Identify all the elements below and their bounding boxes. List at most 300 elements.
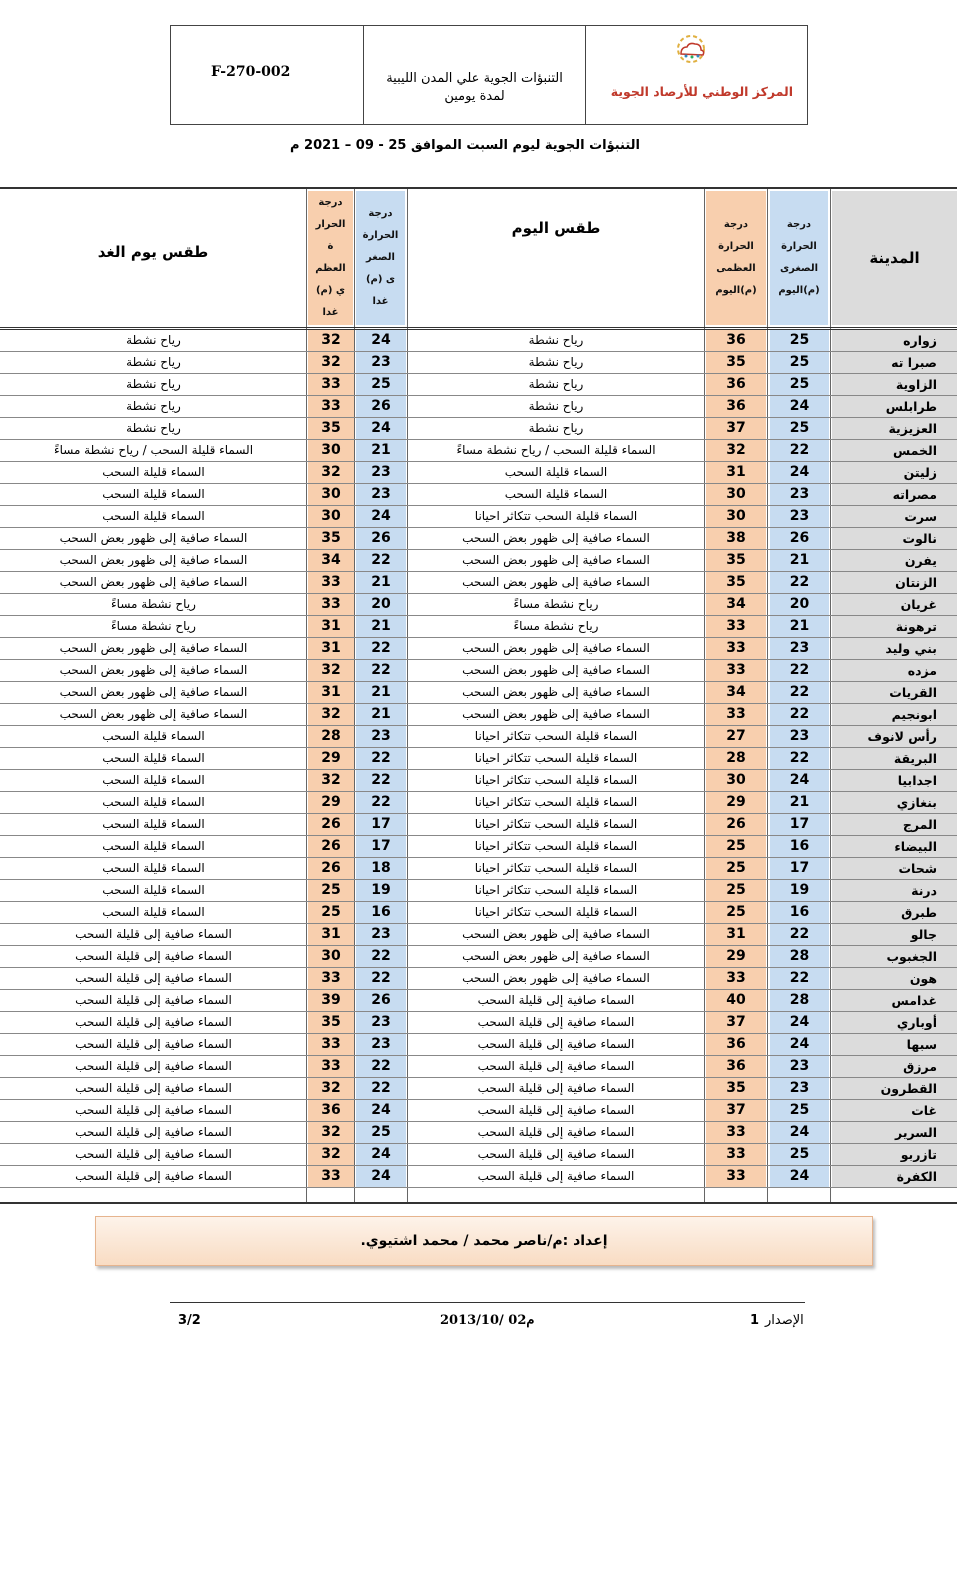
weather-today: رياح نشطة — [528, 421, 584, 435]
min-temp-tomorrow: 22 — [356, 748, 406, 769]
weather-today: السماء قليلة السحب تتكاثر احيانا — [474, 751, 638, 765]
weather-today: السماء صافية إلى قليلة السحب — [477, 993, 635, 1007]
max-temp-tomorrow: 33 — [308, 1034, 354, 1055]
min-temp-today: 28 — [770, 946, 829, 967]
table-row — [0, 506, 957, 528]
city-name: الخمس — [832, 440, 957, 461]
min-temp-tomorrow: 26 — [356, 990, 406, 1011]
table-row — [0, 858, 957, 880]
max-temp-tomorrow: 33 — [308, 572, 354, 593]
min-temp-today: 26 — [770, 528, 829, 549]
min-temp-today: 23 — [770, 726, 829, 747]
max-temp-today: 33 — [706, 1166, 766, 1187]
city-name: غات — [832, 1100, 957, 1121]
org-name: المركز الوطني للأرصاد الجوية — [610, 84, 793, 99]
max-temp-today: 35 — [706, 572, 766, 593]
max-temp-today: 30 — [706, 484, 766, 505]
min-temp-today: 22 — [770, 748, 829, 769]
city-name: جالو — [832, 924, 957, 945]
city-name: غريان — [832, 594, 957, 615]
table-row — [0, 1100, 957, 1122]
weather-tomorrow: السماء صافية إلى قليلة السحب — [75, 949, 232, 963]
min-temp-today: 22 — [770, 924, 829, 945]
weather-tomorrow: السماء صافية إلى قليلة السحب — [75, 1125, 232, 1139]
city-name: القريات — [832, 682, 957, 703]
cloud-logo-icon — [671, 34, 711, 64]
weather-tomorrow: السماء صافية إلى ظهور بعض السحب — [59, 641, 248, 655]
min-temp-today: 22 — [770, 440, 829, 461]
footer-version-label: الإصدار — [765, 1313, 804, 1328]
min-temp-tomorrow: 23 — [356, 924, 406, 945]
weather-today: السماء صافية إلى قليلة السحب — [477, 1037, 635, 1051]
weather-today: السماء قليلة السحب تتكاثر احيانا — [474, 905, 638, 919]
city-name: الجغبوب — [832, 946, 957, 967]
table-row — [0, 1144, 957, 1166]
max-temp-tomorrow: 35 — [308, 418, 354, 439]
min-temp-tomorrow: 22 — [356, 770, 406, 791]
city-name: ابونجيم — [832, 704, 957, 725]
max-temp-tomorrow: 25 — [308, 902, 354, 923]
max-temp-tomorrow: 32 — [308, 1078, 354, 1099]
max-temp-tomorrow: 31 — [308, 924, 354, 945]
table-row — [0, 572, 957, 594]
weather-today: السماء صافية إلى قليلة السحب — [477, 1015, 635, 1029]
city-name: الزاوية — [832, 374, 957, 395]
max-temp-today: 33 — [706, 1122, 766, 1143]
max-temp-tomorrow: 25 — [308, 880, 354, 901]
table-row — [0, 528, 957, 550]
min-temp-today: 22 — [770, 704, 829, 725]
city-name: رأس لانوف — [832, 726, 957, 747]
table-row — [0, 792, 957, 814]
weather-tomorrow: السماء صافية إلى قليلة السحب — [75, 993, 232, 1007]
weather-today: السماء صافية إلى ظهور بعض السحب — [462, 707, 650, 721]
prepared-by: إعداد :م/ناصر محمد / محمد اشتيوي. — [95, 1216, 873, 1266]
weather-tomorrow: رياح نشطة — [126, 355, 181, 369]
max-temp-today: 34 — [706, 594, 766, 615]
weather-today: السماء صافية إلى قليلة السحب — [477, 1081, 635, 1095]
min-temp-tomorrow: 24 — [356, 1144, 406, 1165]
city-name: البيضاء — [832, 836, 957, 857]
min-temp-tomorrow: 17 — [356, 814, 406, 835]
max-temp-tomorrow: 26 — [308, 858, 354, 879]
city-name: العزيزية — [832, 418, 957, 439]
city-name: أوباري — [832, 1012, 957, 1033]
max-temp-today: 25 — [706, 858, 766, 879]
table-row — [0, 1056, 957, 1078]
table-row — [0, 814, 957, 836]
min-temp-today: 25 — [770, 330, 829, 351]
city-name: مزده — [832, 660, 957, 681]
min-temp-today: 24 — [770, 462, 829, 483]
city-name: زواره — [832, 330, 957, 351]
city-name: يفرن — [832, 550, 957, 571]
max-temp-today: 32 — [706, 440, 766, 461]
max-temp-tomorrow: 33 — [308, 968, 354, 989]
min-temp-today: 24 — [770, 396, 829, 417]
min-temp-tomorrow: 23 — [356, 352, 406, 373]
weather-today: رياح نشطة — [528, 355, 584, 369]
max-temp-today: 37 — [706, 1100, 766, 1121]
weather-tomorrow: السماء صافية إلى قليلة السحب — [75, 1169, 232, 1183]
min-temp-today: 25 — [770, 374, 829, 395]
weather-tomorrow: السماء قليلة السحب — [102, 883, 205, 897]
max-temp-today: 36 — [706, 374, 766, 395]
weather-today: السماء صافية إلى ظهور بعض السحب — [462, 531, 650, 545]
table-row — [0, 1012, 957, 1034]
max-temp-tomorrow: 30 — [308, 484, 354, 505]
weather-tomorrow: السماء قليلة السحب / رياح نشطة مساءً — [53, 443, 254, 457]
max-temp-today: 31 — [706, 924, 766, 945]
max-temp-tomorrow: 32 — [308, 1122, 354, 1143]
min-temp-tomorrow: 23 — [356, 726, 406, 747]
max-temp-tomorrow: 32 — [308, 352, 354, 373]
weather-today: السماء صافية إلى ظهور بعض السحب — [462, 575, 650, 589]
table-row — [0, 1034, 957, 1056]
min-temp-tomorrow: 19 — [356, 880, 406, 901]
header-max-today: درجة الحرارة العظمى (م)اليوم — [706, 191, 766, 325]
min-temp-today: 24 — [770, 1122, 829, 1143]
weather-today: السماء قليلة السحب تتكاثر احيانا — [474, 861, 638, 875]
weather-tomorrow: السماء صافية إلى قليلة السحب — [75, 1081, 232, 1095]
table-row — [0, 880, 957, 902]
weather-today: رياح نشطة — [528, 399, 584, 413]
weather-tomorrow: السماء صافية إلى ظهور بعض السحب — [59, 553, 248, 567]
min-temp-today: 28 — [770, 990, 829, 1011]
table-row — [0, 616, 957, 638]
weather-tomorrow: رياح نشطة — [126, 421, 181, 435]
min-temp-today: 24 — [770, 1166, 829, 1187]
max-temp-tomorrow: 34 — [308, 550, 354, 571]
max-temp-tomorrow: 35 — [308, 1012, 354, 1033]
header-min-tomorrow: درجة الحرارة الصغر ى (م) غدا — [356, 191, 405, 325]
min-temp-tomorrow: 21 — [356, 572, 406, 593]
min-temp-today: 16 — [770, 836, 829, 857]
max-temp-today: 34 — [706, 682, 766, 703]
weather-tomorrow: السماء قليلة السحب — [102, 751, 205, 765]
weather-tomorrow: رياح نشطة مساءً — [111, 619, 196, 633]
min-temp-tomorrow: 22 — [356, 1078, 406, 1099]
weather-today: السماء صافية إلى قليلة السحب — [477, 1125, 635, 1139]
max-temp-tomorrow: 33 — [308, 396, 354, 417]
max-temp-today: 30 — [706, 506, 766, 527]
table-row — [0, 902, 957, 924]
weather-today: السماء قليلة السحب تتكاثر احيانا — [474, 509, 638, 523]
min-temp-tomorrow: 23 — [356, 1012, 406, 1033]
max-temp-today: 30 — [706, 770, 766, 791]
city-name: نالوت — [832, 528, 957, 549]
max-temp-tomorrow: 29 — [308, 792, 354, 813]
table-row — [0, 968, 957, 990]
min-temp-today: 23 — [770, 638, 829, 659]
city-name: البريقة — [832, 748, 957, 769]
max-temp-today: 33 — [706, 704, 766, 725]
weather-tomorrow: السماء قليلة السحب — [102, 729, 205, 743]
weather-today: السماء صافية إلى ظهور بعض السحب — [462, 949, 650, 963]
min-temp-tomorrow: 24 — [356, 506, 406, 527]
max-temp-today: 37 — [706, 1012, 766, 1033]
weather-today: السماء صافية إلى ظهور بعض السحب — [462, 927, 650, 941]
city-name: مرزق — [832, 1056, 957, 1077]
max-temp-today: 36 — [706, 330, 766, 351]
min-temp-tomorrow: 21 — [356, 704, 406, 725]
weather-tomorrow: السماء صافية إلى قليلة السحب — [75, 927, 232, 941]
max-temp-tomorrow: 28 — [308, 726, 354, 747]
table-row — [0, 440, 957, 462]
weather-today: السماء قليلة السحب تتكاثر احيانا — [474, 795, 638, 809]
min-temp-today: 22 — [770, 968, 829, 989]
min-temp-tomorrow: 24 — [356, 330, 406, 351]
max-temp-tomorrow: 35 — [308, 528, 354, 549]
min-temp-today: 24 — [770, 770, 829, 791]
table-row — [0, 726, 957, 748]
max-temp-tomorrow: 32 — [308, 1144, 354, 1165]
weather-tomorrow: السماء صافية إلى قليلة السحب — [75, 1015, 232, 1029]
weather-tomorrow: السماء قليلة السحب — [102, 465, 205, 479]
max-temp-tomorrow: 31 — [308, 638, 354, 659]
city-name: طرابلس — [832, 396, 957, 417]
weather-tomorrow: السماء صافية إلى ظهور بعض السحب — [59, 575, 248, 589]
city-name: صبرا ته — [832, 352, 957, 373]
min-temp-today: 25 — [770, 352, 829, 373]
max-temp-tomorrow: 26 — [308, 814, 354, 835]
max-temp-today: 25 — [706, 902, 766, 923]
max-temp-today: 35 — [706, 1078, 766, 1099]
table-row — [0, 418, 957, 440]
min-temp-tomorrow: 25 — [356, 1122, 406, 1143]
doc-code: F-270-002 — [211, 64, 291, 80]
min-temp-today: 24 — [770, 1034, 829, 1055]
table-row — [0, 682, 957, 704]
max-temp-tomorrow: 36 — [308, 1100, 354, 1121]
table-row — [0, 836, 957, 858]
max-temp-today: 33 — [706, 660, 766, 681]
weather-tomorrow: السماء صافية إلى ظهور بعض السحب — [59, 531, 248, 545]
max-temp-tomorrow: 32 — [308, 770, 354, 791]
weather-today: السماء صافية إلى ظهور بعض السحب — [462, 553, 650, 567]
weather-today: السماء صافية إلى ظهور بعض السحب — [462, 641, 650, 655]
min-temp-today: 25 — [770, 418, 829, 439]
city-name: الكفرة — [832, 1166, 957, 1187]
min-temp-tomorrow: 22 — [356, 638, 406, 659]
city-name: السرير — [832, 1122, 957, 1143]
min-temp-tomorrow: 23 — [356, 484, 406, 505]
weather-tomorrow: السماء قليلة السحب — [102, 817, 205, 831]
max-temp-today: 28 — [706, 748, 766, 769]
min-temp-tomorrow: 16 — [356, 902, 406, 923]
weather-today: السماء صافية إلى ظهور بعض السحب — [462, 663, 650, 677]
weather-today: السماء قليلة السحب / رياح نشطة مساءً — [456, 443, 656, 457]
table-row — [0, 990, 957, 1012]
max-temp-today: 33 — [706, 1144, 766, 1165]
header-min-today: درجة الحرارة الصغرى (م)اليوم — [770, 191, 828, 325]
min-temp-tomorrow: 26 — [356, 396, 406, 417]
max-temp-today: 27 — [706, 726, 766, 747]
max-temp-tomorrow: 33 — [308, 1166, 354, 1187]
weather-today: السماء صافية إلى قليلة السحب — [477, 1169, 635, 1183]
doc-code-cell — [171, 26, 363, 124]
min-temp-tomorrow: 21 — [356, 616, 406, 637]
min-temp-today: 20 — [770, 594, 829, 615]
table-row — [0, 396, 957, 418]
table-row — [0, 594, 957, 616]
weather-tomorrow: السماء قليلة السحب — [102, 839, 205, 853]
table-row — [0, 462, 957, 484]
table-row — [0, 770, 957, 792]
max-temp-today: 37 — [706, 418, 766, 439]
max-temp-tomorrow: 31 — [308, 616, 354, 637]
footer-page: 3/2 — [178, 1313, 201, 1328]
city-name: تازربو — [832, 1144, 957, 1165]
weather-tomorrow: رياح نشطة — [126, 333, 181, 347]
weather-tomorrow: السماء صافية إلى قليلة السحب — [75, 1059, 232, 1073]
min-temp-today: 25 — [770, 1100, 829, 1121]
min-temp-today: 19 — [770, 880, 829, 901]
max-temp-today: 33 — [706, 968, 766, 989]
city-name: هون — [832, 968, 957, 989]
weather-today: رياح نشطة — [528, 377, 584, 391]
weather-tomorrow: السماء قليلة السحب — [102, 795, 205, 809]
min-temp-tomorrow: 17 — [356, 836, 406, 857]
max-temp-tomorrow: 29 — [308, 748, 354, 769]
city-name: طبرق — [832, 902, 957, 923]
weather-tomorrow: السماء صافية إلى ظهور بعض السحب — [59, 663, 248, 677]
weather-today: السماء صافية إلى قليلة السحب — [477, 1059, 635, 1073]
weather-tomorrow: رياح نشطة — [126, 377, 181, 391]
max-temp-today: 33 — [706, 616, 766, 637]
min-temp-tomorrow: 24 — [356, 1166, 406, 1187]
city-name: سرت — [832, 506, 957, 527]
max-temp-today: 38 — [706, 528, 766, 549]
city-name: القطرون — [832, 1078, 957, 1099]
weather-today: السماء قليلة السحب تتكاثر احيانا — [474, 883, 638, 897]
min-temp-today: 21 — [770, 792, 829, 813]
min-temp-tomorrow: 24 — [356, 1100, 406, 1121]
min-temp-today: 21 — [770, 616, 829, 637]
weather-today: السماء قليلة السحب تتكاثر احيانا — [474, 817, 638, 831]
table-header — [0, 189, 957, 330]
table-row — [0, 924, 957, 946]
weather-tomorrow: السماء قليلة السحب — [102, 905, 205, 919]
forecast-date-title: التنبؤات الجوية ليوم السبت الموافق 25 - 09 – 2021 م — [289, 138, 640, 153]
weather-today: السماء صافية إلى قليلة السحب — [477, 1103, 635, 1117]
weather-tomorrow: السماء صافية إلى قليلة السحب — [75, 1103, 232, 1117]
max-temp-tomorrow: 26 — [308, 836, 354, 857]
doc-title-line2: لمدة يومين — [444, 89, 505, 104]
weather-tomorrow: السماء قليلة السحب — [102, 773, 205, 787]
max-temp-tomorrow: 33 — [308, 594, 354, 615]
doc-title-cell — [363, 26, 584, 124]
max-temp-tomorrow: 32 — [308, 462, 354, 483]
weather-today: السماء قليلة السحب — [504, 465, 608, 479]
weather-tomorrow: السماء صافية إلى ظهور بعض السحب — [59, 685, 248, 699]
max-temp-today: 29 — [706, 946, 766, 967]
max-temp-today: 25 — [706, 880, 766, 901]
weather-today: رياح نشطة مساءً — [513, 619, 599, 633]
city-name: غدامس — [832, 990, 957, 1011]
table-row — [0, 484, 957, 506]
min-temp-tomorrow: 26 — [356, 528, 406, 549]
weather-tomorrow: رياح نشطة مساءً — [111, 597, 196, 611]
city-name: درنة — [832, 880, 957, 901]
min-temp-tomorrow: 18 — [356, 858, 406, 879]
min-temp-today: 23 — [770, 506, 829, 527]
weather-today: رياح نشطة مساءً — [513, 597, 599, 611]
min-temp-tomorrow: 21 — [356, 682, 406, 703]
max-temp-today: 26 — [706, 814, 766, 835]
org-cell — [585, 26, 807, 124]
weather-tomorrow: السماء صافية إلى قليلة السحب — [75, 971, 232, 985]
city-name: شحات — [832, 858, 957, 879]
min-temp-tomorrow: 23 — [356, 462, 406, 483]
max-temp-tomorrow: 31 — [308, 682, 354, 703]
min-temp-today: 17 — [770, 814, 829, 835]
min-temp-tomorrow: 25 — [356, 374, 406, 395]
weather-tomorrow: رياح نشطة — [126, 399, 181, 413]
table-row — [0, 638, 957, 660]
forecast-table — [0, 187, 957, 1204]
min-temp-tomorrow: 22 — [356, 946, 406, 967]
max-temp-tomorrow: 30 — [308, 946, 354, 967]
header-max-tomorrow: درجة الحرار ة العظم ي (م) غدا — [308, 191, 353, 325]
city-name: المرج — [832, 814, 957, 835]
max-temp-today: 40 — [706, 990, 766, 1011]
weather-tomorrow: السماء صافية إلى قليلة السحب — [75, 1037, 232, 1051]
max-temp-tomorrow: 30 — [308, 506, 354, 527]
min-temp-today: 23 — [770, 1078, 829, 1099]
table-row — [0, 550, 957, 572]
max-temp-today: 35 — [706, 352, 766, 373]
min-temp-tomorrow: 22 — [356, 550, 406, 571]
city-name: بني وليد — [832, 638, 957, 659]
max-temp-today: 31 — [706, 462, 766, 483]
weather-today: السماء قليلة السحب تتكاثر احيانا — [474, 839, 638, 853]
min-temp-today: 23 — [770, 484, 829, 505]
weather-tomorrow: السماء صافية إلى ظهور بعض السحب — [59, 707, 248, 721]
min-temp-today: 22 — [770, 682, 829, 703]
table-row — [0, 352, 957, 374]
min-temp-tomorrow: 21 — [356, 440, 406, 461]
table-row — [0, 704, 957, 726]
weather-today: السماء صافية إلى ظهور بعض السحب — [462, 971, 650, 985]
city-name: بنغازي — [832, 792, 957, 813]
max-temp-today: 36 — [706, 396, 766, 417]
min-temp-tomorrow: 22 — [356, 968, 406, 989]
weather-today: السماء صافية إلى قليلة السحب — [477, 1147, 635, 1161]
weather-tomorrow: السماء قليلة السحب — [102, 509, 205, 523]
max-temp-today: 25 — [706, 836, 766, 857]
max-temp-tomorrow: 32 — [308, 660, 354, 681]
max-temp-today: 33 — [706, 638, 766, 659]
min-temp-tomorrow: 22 — [356, 1056, 406, 1077]
max-temp-tomorrow: 30 — [308, 440, 354, 461]
table-row — [0, 374, 957, 396]
city-name: زليتن — [832, 462, 957, 483]
weather-today: السماء قليلة السحب تتكاثر احيانا — [474, 773, 638, 787]
table-row — [0, 1122, 957, 1144]
min-temp-today: 17 — [770, 858, 829, 879]
footer-date: 2013/10/ 02م — [440, 1313, 535, 1328]
min-temp-tomorrow: 22 — [356, 660, 406, 681]
min-temp-today: 25 — [770, 1144, 829, 1165]
weather-today: السماء قليلة السحب — [504, 487, 608, 501]
min-temp-today: 16 — [770, 902, 829, 923]
max-temp-tomorrow: 33 — [308, 1056, 354, 1077]
max-temp-today: 36 — [706, 1056, 766, 1077]
min-temp-tomorrow: 24 — [356, 418, 406, 439]
max-temp-today: 29 — [706, 792, 766, 813]
min-temp-today: 21 — [770, 550, 829, 571]
